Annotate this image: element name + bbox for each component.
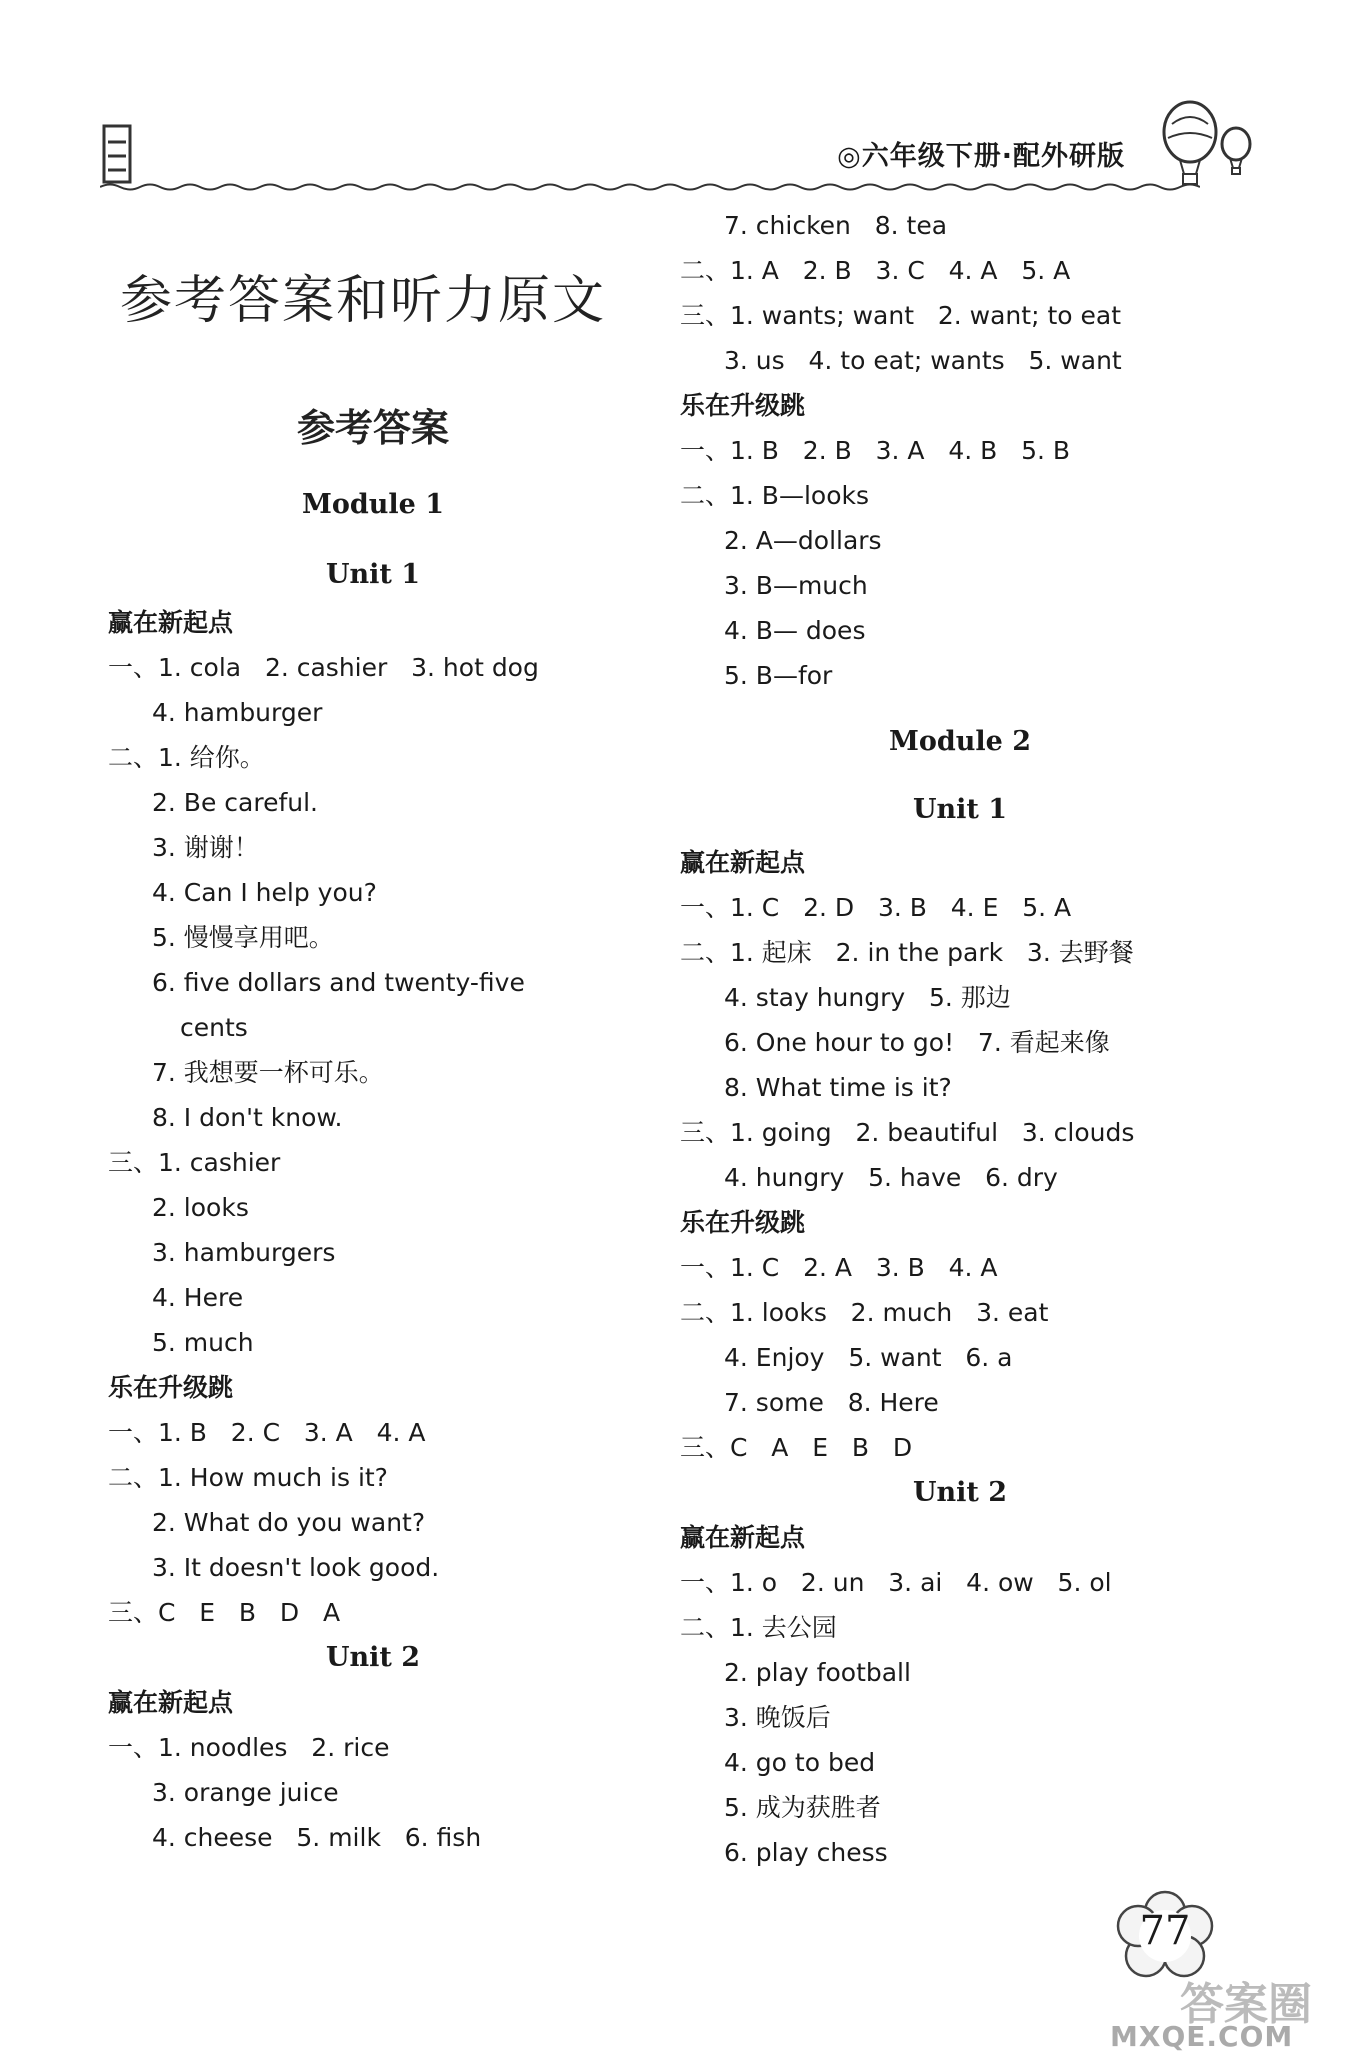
subheading: 乐在升级跳 [680, 1208, 806, 1237]
page-title: 参考答案和听力原文 [119, 271, 606, 331]
page-number-badge [1110, 1890, 1220, 1980]
answer-line: 2. What do you want? [152, 1508, 426, 1537]
answer-line: 7. chicken 8. tea [724, 211, 948, 240]
module-heading: Module 2 [888, 726, 1032, 757]
answer-line: 三、C A E B D [680, 1433, 913, 1462]
subheading: 赢在新起点 [680, 1523, 806, 1552]
subheading: 赢在新起点 [680, 848, 806, 877]
left-column [108, 200, 638, 1860]
answer-line: 2. Be careful. [152, 788, 318, 817]
section-title: 参考答案 [296, 406, 449, 450]
answer-line: 8. What time is it? [724, 1073, 952, 1102]
answer-line: 2. play football [724, 1658, 911, 1687]
answer-line: 3. orange juice [152, 1778, 339, 1807]
answer-line: 一、1. B 2. C 3. A 4. A [108, 1418, 426, 1447]
answer-line: cents [180, 1013, 248, 1042]
unit-heading: Unit 2 [912, 1477, 1008, 1508]
subheading: 赢在新起点 [108, 1688, 234, 1717]
answer-line: 6. One hour to go! 7. 看起来像 [724, 1028, 1110, 1057]
module-heading: Module 1 [301, 489, 445, 520]
answer-line: 3. 晚饭后 [724, 1703, 831, 1732]
edition-label: ◎六年级下册·配外研版 [837, 141, 1125, 172]
answer-line: 4. Can I help you? [152, 878, 377, 907]
answer-line: 4. cheese 5. milk 6. fish [152, 1823, 482, 1852]
answer-line: 二、1. B—looks [680, 481, 869, 510]
watermark-logo: 答案圈 [1180, 1979, 1312, 2030]
watermark-url: MXQE.COM [1110, 2020, 1294, 2053]
answer-line: 三、C E B D A [108, 1598, 341, 1627]
answer-line: 一、1. C 2. D 3. B 4. E 5. A [680, 893, 1072, 922]
answer-line: 二、1. 给你。 [108, 743, 265, 772]
answer-line: 4. hamburger [152, 698, 323, 727]
unit-heading: Unit 1 [912, 794, 1008, 825]
right-column [680, 203, 1240, 1875]
answer-line: 一、1. noodles 2. rice [108, 1733, 390, 1762]
answer-line: 3. hamburgers [152, 1238, 336, 1267]
answer-line: 4. hungry 5. have 6. dry [724, 1163, 1058, 1192]
hot-air-balloon-icon [1150, 100, 1260, 190]
unit-heading: Unit 2 [325, 1642, 421, 1673]
answer-line: 5. B—for [724, 661, 833, 690]
answer-line: 6. play chess [724, 1838, 888, 1867]
unit-heading: Unit 1 [325, 559, 421, 590]
answer-line: 4. B— does [724, 616, 866, 645]
answer-line: 8. I don't know. [152, 1103, 343, 1132]
answer-line: 三、1. cashier [108, 1148, 281, 1177]
answer-line: 4. Here [152, 1283, 244, 1312]
answer-line: 5. 慢慢享用吧。 [152, 923, 334, 952]
answer-line: 7. 我想要一杯可乐。 [152, 1058, 384, 1087]
page-number: 77 [1139, 1908, 1191, 1954]
page-header [100, 100, 1260, 210]
subheading: 乐在升级跳 [108, 1373, 234, 1402]
site-watermark [1110, 1968, 1358, 2056]
answer-line: 6. five dollars and twenty-five [152, 968, 525, 997]
answer-line: 7. some 8. Here [724, 1388, 939, 1417]
answer-line: 5. much [152, 1328, 254, 1357]
answer-line: 一、1. C 2. A 3. B 4. A [680, 1253, 998, 1282]
answer-line: 3. B—much [724, 571, 868, 600]
answer-line: 一、1. B 2. B 3. A 4. B 5. B [680, 436, 1071, 465]
answer-line: 2. looks [152, 1193, 249, 1222]
answer-line: 二、1. How much is it? [108, 1463, 388, 1492]
answer-line: 2. A—dollars [724, 526, 882, 555]
answer-line: 4. Enjoy 5. want 6. a [724, 1343, 1013, 1372]
answer-line: 3. 谢谢！ [152, 833, 259, 862]
answer-line: 三、1. going 2. beautiful 3. clouds [680, 1118, 1135, 1147]
answer-line: 4. stay hungry 5. 那边 [724, 983, 1011, 1012]
subheading: 赢在新起点 [108, 608, 234, 637]
answer-line: 三、1. wants; want 2. want; to eat [680, 301, 1121, 330]
answer-line: 二、1. looks 2. much 3. eat [680, 1298, 1049, 1327]
answer-line: 二、1. 起床 2. in the park 3. 去野餐 [680, 938, 1134, 967]
answer-line: 一、1. o 2. un 3. ai 4. ow 5. ol [680, 1568, 1112, 1597]
answer-line: 3. us 4. to eat; wants 5. want [724, 346, 1122, 375]
answer-line: 二、1. A 2. B 3. C 4. A 5. A [680, 256, 1071, 285]
answer-line: 5. 成为获胜者 [724, 1793, 881, 1822]
subheading: 乐在升级跳 [680, 391, 806, 420]
header-wavy-rule [100, 182, 1200, 192]
series-logo-icon [100, 120, 134, 188]
answer-line: 4. go to bed [724, 1748, 876, 1777]
answer-line: 二、1. 去公园 [680, 1613, 837, 1642]
answer-line: 3. It doesn't look good. [152, 1553, 440, 1582]
answer-line: 一、1. cola 2. cashier 3. hot dog [108, 653, 539, 682]
